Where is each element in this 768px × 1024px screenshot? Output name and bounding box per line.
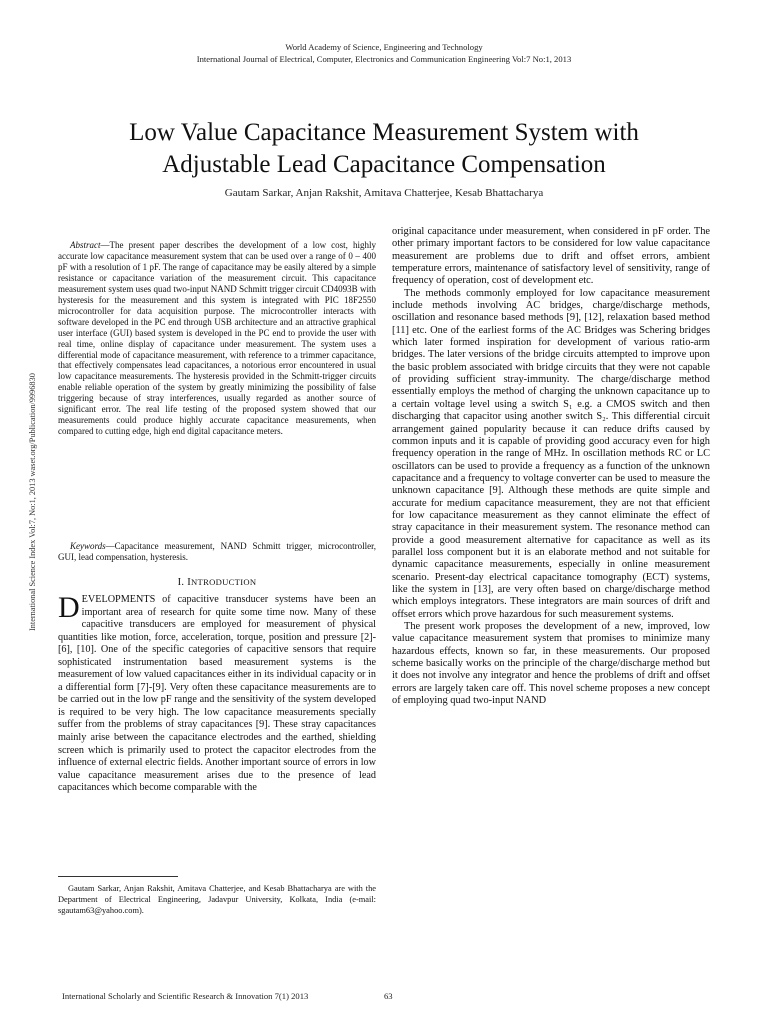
right-paragraph-3: The present work proposes the development of a new, improved, low value capacitance measurement system that promises to minimize many hazardous effects, known so far, in these measurements. Our proposed scheme basically works on the principle of the charge/discharge method but it does not involve any integrator and hence the problems of drift and offset errors are largely taken care off. This novel scheme proposes a new concept of employing quad two-input NAND [392, 621, 710, 707]
keywords-label: Keywords [70, 541, 106, 551]
authors: Gautam Sarkar, Anjan Rakshit, Amitava Chatterjee, Kesab Bhattacharya [224, 187, 544, 199]
abstract [58, 240, 376, 437]
section-number: I. I [177, 577, 192, 588]
right-paragraph-1: original capacitance under measurement, when considered in pF order. The other primary important factors to be considered for low value capacitance measurement are problems due to drift and offset errors, ambient temperature errors, maintenance of satisfactory level of sensitivity, range of frequency of operation, cost of development etc. [392, 226, 710, 287]
footnote-divider [58, 876, 178, 877]
journal-header-line1: World Academy of Science, Engineering and Technology [285, 42, 483, 52]
title-line-1: Low Value Capacitance Measurement System with [129, 119, 639, 146]
drop-cap: D [58, 591, 80, 624]
page-number: 63 [384, 991, 393, 1001]
abstract-label: Abstract [70, 240, 101, 250]
author-footnote: Gautam Sarkar, Anjan Rakshit, Amitava Chatterjee, and Kesab Bhattacharya are with the Department of Electrical Engineering, Jadavpur University, Kolkata, India (e-mail: sgautam63@yahoo.com). [58, 884, 376, 915]
keywords-text: —Capacitance measurement, NAND Schmitt trigger, microcontroller, GUI, lead compensation, hysteresis. [58, 541, 376, 562]
paper-title [30, 117, 738, 181]
side-index-text: International Science Index Vol:7, No:1, 2013 waset.org/Publication/9996830 [28, 373, 37, 631]
right-paragraph-2: The methods commonly employed for low capacitance measurement include methods involving AC bridges, charge/discharge methods, oscillation and resonance based methods [9], [12], relaxation based method [11] etc. One of the earliest forms of the AC Bridges was Schering bridges which later formed inspiration for development of various ratio-arm bridges. The later versions of the bridge circuits attempted to improve upon the basic problem associated with bridge circuits that they were not capable of providing sufficient stray-immunity. The charge/discharge method essentially employs the method of charging the unknown capacitance up to a certain voltage level using a switch S₁ e.g. a CMOS switch and then discharging that capacitor using another switch S₂. This differential circuit arrangement gained popularity because it can reduce drifts caused by common inputs and it is capable of providing good accuracy even for high frequency operation in the range of MHz. In oscillation methods RC or LC oscillators can be used to provide a frequency as a function of the unknown capacitance and a frequency to voltage converter can be used to measure the unknown capacitance [9]. Although these methods are quite simple and accurate for medium capacitance measurement, they are not that efficient for low capacitance measurement as they cannot eliminate the effect of stray capacitance in their measurement system. The resonance method can provide a good measurement alternative for capacitance as well as its parallel loss component but it is an elaborate method and not suitable for dynamic capacitance measurements, especially in online measurement scenario. Present-day electrical capacitance tomography (ECT) systems, like the system in [13], are very often based on charge/discharge method which employs integrators. These integrators are main sources of drift and offset errors which prove hazardous for such measurement systems. [392, 287, 710, 620]
footer-journal: International Scholarly and Scientific Research & Innovation 7(1) 2013 [62, 991, 309, 1001]
journal-header-line2: International Journal of Electrical, Computer, Electronics and Communication Engineering Vol:7 No:1, 2013 [196, 54, 572, 64]
intro-paragraph: EVELOPMENTS of capacitive transducer systems have been an important area of research for quite some time now. Many of these capacitive transducers are employed for measurement of physical quantities like motion, force, acceleration, torque, position and pressure [2]-[6], [10]. One of the specific categories of capacitive sensors that require sophisticated instrumentation based measurement systems is the measurement of low valued capacitances either in its individual capacity or in a differential form [7]-[9]. Very often these capacitance measurements are to be carried out in the low pF range and the sensitivity of the system developed is required to be very high. The low capacitance measurements specially suffer from the problems of stray capacitances [9]. These stray capacitances mainly arise between the capacitance electrodes and the earthed, shielding screen which is primarily used to protect the capacitor electrodes from the influence of external electric fields. Another important source of errors in low value capacitance measurement arises due to the presence of lead capacitances which become comparable with the [58, 594, 376, 794]
right-column [392, 226, 710, 707]
introduction-body [58, 591, 376, 795]
title-line-2: Adjustable Lead Capacitance Compensation [162, 151, 606, 178]
abstract-text: —The present paper describes the development of a low cost, highly accurate low capacitance measurement system that can be used over a range of 0 – 400 pF with a resolution of 1 pF. The range of capacitance may be easily altered by a simple resistance or capacitance variation of the measurement circuit. This capacitance measurement system uses quad two-input NAND Schmitt trigger circuit CD4093B with hysteresis for the measurement and this system is integrated with PIC 18F2550 microcontroller for data acquisition purpose. The microcontroller interacts with software developed in the PC end through USB architecture and an attractive graphical user interface (GUI) based system is developed in the PC end to provide the user with real time, online display of capacitance under measurement. The system uses a differential mode of capacitance measurement, with reference to a trimmer capacitance, that effectively compensates lead capacitances, a notorious error encountered in usual low capacitance measurements. The hysteresis provided in the Schmitt-trigger circuits enable reliable operation of the system by greatly minimizing the possibility of false triggering because of stray interferences, usually regarded as another source of significant error. The real life testing of the proposed system showed that our measurements could produce highly accurate capacitance measurements, when compared to cutting edge, high end digital capacitance meters. [58, 240, 376, 437]
section-heading [58, 577, 376, 588]
keywords [58, 541, 376, 563]
section-title: NTRODUCTION [191, 577, 257, 587]
